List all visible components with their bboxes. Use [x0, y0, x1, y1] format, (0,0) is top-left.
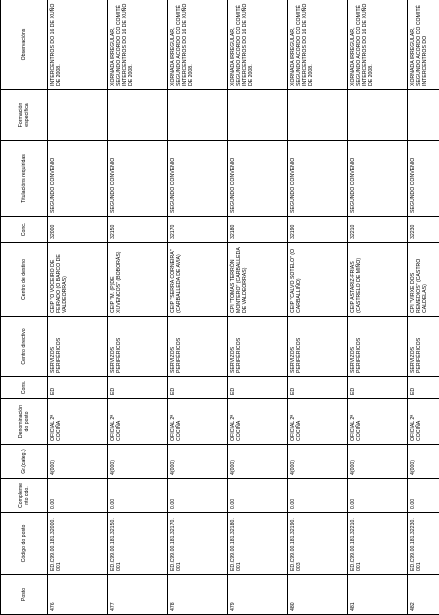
- cell-cons: ED: [408, 377, 439, 399]
- header-cons: Cons.: [1, 377, 48, 399]
- header-centro-directivo: Centro directivo: [1, 317, 48, 377]
- cell-posto: 478: [168, 575, 228, 615]
- cell-cons: ED: [348, 377, 408, 399]
- cell-observacions: XORNADA IRREGULAR, SEGUNDO ACORDO CO COMITÉ INTERCENTROS DO 16 DE XUÑO DE 2008.: [168, 0, 228, 90]
- cell-formacion: [288, 90, 348, 141]
- cell-conc: 32230: [408, 217, 439, 243]
- table-row: [288, 0, 348, 615]
- cell-conc: 32210: [348, 217, 408, 243]
- cell-formacion: [48, 90, 108, 141]
- cell-codigo-posto: ED.C99.00.181.32210.001: [348, 513, 408, 575]
- cell-posto: 482: [408, 575, 439, 615]
- cell-centro-directivo: SERVIZOS PERIFÉRICOS: [348, 317, 408, 377]
- cell-formacion: [168, 90, 228, 141]
- cell-cons: ED: [228, 377, 288, 399]
- cell-formacion: [408, 90, 439, 141]
- header-centro-destino: Centro de destino: [1, 243, 48, 317]
- cell-centro-destino: CPI "VIRXE DOS REMEDIOS" (CASTRO CALDELAS): [408, 243, 439, 317]
- cell-codigo-posto: ED.C99.00.181.32230.001: [408, 513, 439, 575]
- cell-titulacions: SEGUNDO CONVENIO: [168, 141, 228, 217]
- cell-cons: ED: [288, 377, 348, 399]
- cell-codigo-posto: ED.C99.00.181.32190.003: [288, 513, 348, 575]
- table-row: [108, 0, 168, 615]
- table-row: [348, 0, 408, 615]
- cell-complemento: 0.00: [108, 479, 168, 513]
- cell-centro-destino: CEIP "M. (P)DE XUVENCOS" (BOBORÁS): [108, 243, 168, 317]
- cell-conc: 32170: [168, 217, 228, 243]
- table-row: [228, 0, 288, 615]
- cell-observacions: XORNADA IRREGULAR, SEGUNDO ACORDO CO COMITÉ INTERCENTROS DO 16 DE XUÑO DE 2008.: [108, 0, 168, 90]
- cell-grupo-categoria: 4(000): [108, 445, 168, 479]
- cell-conc: 32190: [288, 217, 348, 243]
- header-formacion: Formación específica: [1, 90, 48, 141]
- cell-observacions: XORNADA IRREGULAR, SEGUNDO ACORDO CO COMITÉ INTERCENTROS DO: [408, 0, 439, 90]
- cell-denominacion: OFICIAL 2ª COCIÑA: [288, 399, 348, 445]
- cell-conc: 32180: [228, 217, 288, 243]
- header-observacions: Observacións: [1, 0, 48, 90]
- cell-posto: 477: [108, 575, 168, 615]
- cell-titulacions: SEGUNDO CONVENIO: [48, 141, 108, 217]
- cell-centro-destino: CPI "TOMAS TERRÓN MONTERO" (CARBALLEDA DE VALDEORRAS): [228, 243, 288, 317]
- cell-denominacion: OFICIAL 2ª COCIÑA: [108, 399, 168, 445]
- cell-centro-directivo: SERVIZOS PERIFÉRICOS: [108, 317, 168, 377]
- cell-denominacion: OFICIAL 2ª COCIÑA: [408, 399, 439, 445]
- cell-conc: 32000: [48, 217, 108, 243]
- cell-centro-directivo: SERVIZOS PERIFÉRICOS: [228, 317, 288, 377]
- cell-observacions: INTERCENTROS DO 16 DE XUÑO DE 2008.: [48, 0, 108, 90]
- cell-denominacion: OFICIAL 2ª COCIÑA: [348, 399, 408, 445]
- cell-grupo-categoria: 4(000): [408, 445, 439, 479]
- cell-complemento: 0.00: [168, 479, 228, 513]
- header-conc: Conc.: [1, 217, 48, 243]
- cell-centro-directivo: SERVIZOS PERIFÉRICOS: [408, 317, 439, 377]
- cell-posto: 479: [228, 575, 288, 615]
- cell-complemento: 0.00: [408, 479, 439, 513]
- cell-denominacion: OFICIAL 2ª COCIÑA: [228, 399, 288, 445]
- cell-codigo-posto: ED.C99.00.181.32180.001: [228, 513, 288, 575]
- header-row: [1, 0, 48, 615]
- cell-titulacions: SEGUNDO CONVENIO: [288, 141, 348, 217]
- cell-complemento: 0.00: [228, 479, 288, 513]
- cell-centro-destino: CEIP "O VOCEIRO DE FEIRADO (O BARCO DE VALDEORRAS): [48, 243, 108, 317]
- cell-centro-directivo: SERVIZOS PERIFÉRICOS: [288, 317, 348, 377]
- cell-centro-directivo: SERVIZOS PERIFÉRICOS: [168, 317, 228, 377]
- cell-titulacions: SEGUNDO CONVENIO: [228, 141, 288, 217]
- cell-grupo-categoria: 4(000): [348, 445, 408, 479]
- cell-complemento: 0.00: [48, 479, 108, 513]
- cell-formacion: [348, 90, 408, 141]
- table-row: [408, 0, 439, 615]
- cell-posto: 480: [288, 575, 348, 615]
- header-titulacions: Titulacións requiridas: [1, 141, 48, 217]
- cell-titulacions: SEGUNDO CONVENIO: [108, 141, 168, 217]
- cell-posto: 476: [48, 575, 108, 615]
- cell-complemento: 0.00: [288, 479, 348, 513]
- cell-grupo-categoria: 4(000): [168, 445, 228, 479]
- cell-observacions: XORNADA IRREGULAR, SEGUNDO ACORDO CO COMITÉ INTERCENTROS DO 16 DE XUÑO DE 2008.: [348, 0, 408, 90]
- cell-centro-destino: CEIP "SERRA CORNEIRA" (CARBALLEDA DE AVIA): [168, 243, 228, 317]
- cell-denominacion: OFICIAL 2ª COCIÑA: [48, 399, 108, 445]
- cell-cons: ED: [48, 377, 108, 399]
- cell-conc: 32150: [108, 217, 168, 243]
- cell-cons: ED: [108, 377, 168, 399]
- header-posto: Posto: [1, 575, 48, 615]
- cell-observacions: XORNADA IRREGULAR, SEGUNDO ACORDO CO COMITÉ INTERCENTROS DO 16 DE XUÑO DE 2008.: [288, 0, 348, 90]
- cell-posto: 481: [348, 575, 408, 615]
- cell-centro-destino: CEIP "CALVO SOTELO" (O CARBALLIÑO): [288, 243, 348, 317]
- header-denominacion: Denominación do posto: [1, 399, 48, 445]
- header-grupo-categoria: Gr.(categ.): [1, 445, 48, 479]
- cell-formacion: [108, 90, 168, 141]
- cell-denominacion: OFICIAL 2ª COCIÑA: [168, 399, 228, 445]
- cell-formacion: [228, 90, 288, 141]
- cell-titulacions: SEGUNDO CONVENIO: [348, 141, 408, 217]
- cell-grupo-categoria: 4(000): [288, 445, 348, 479]
- cell-codigo-posto: ED.C99.00.181.32000.001: [48, 513, 108, 575]
- cell-titulacions: SEGUNDO CONVENIO: [408, 141, 439, 217]
- cell-grupo-categoria: 4(000): [48, 445, 108, 479]
- cell-centro-directivo: SERVIZOS PERIFÉRICOS: [48, 317, 108, 377]
- cell-codigo-posto: ED.C99.00.181.32150.001: [108, 513, 168, 575]
- cell-grupo-categoria: 4(000): [228, 445, 288, 479]
- cell-complemento: 0.00: [348, 479, 408, 513]
- cell-observacions: XORNADA IRREGULAR, SEGUNDO ACORDO CO COMITÉ INTERCENTROS DO 16 DE XUÑO DE 2008.: [228, 0, 288, 90]
- header-complemento: Complemento cdo.: [1, 479, 48, 513]
- cell-centro-destino: CEIP ASTARIZ-FRIAS (CASTRELO DE MIÑO): [348, 243, 408, 317]
- table-row: [168, 0, 228, 615]
- cell-codigo-posto: ED.C99.00.181.32170.001: [168, 513, 228, 575]
- table-body: [48, 0, 439, 615]
- cell-cons: ED: [168, 377, 228, 399]
- header-codigo-posto: Código do posto: [1, 513, 48, 575]
- table-row: [48, 0, 108, 615]
